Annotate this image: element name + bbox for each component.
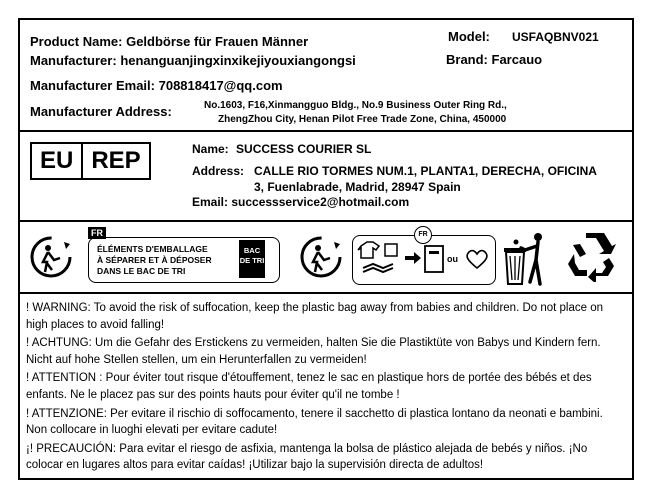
triman-line3: DANS LE BAC DE TRI <box>97 266 186 276</box>
brand-label: Brand: <box>446 52 488 67</box>
dispose-in-bin-icon <box>502 230 550 288</box>
sorting-bin-icon: BAC DE TRI <box>239 240 265 278</box>
manufacturer-label: Manufacturer: <box>30 53 117 68</box>
warning-es: ¡! PRECAUCIÓN: Para evitar el riesgo de asfixia, mantenga la bolsa de plástico alejada de bebés y niños. ¡No colocar en lugares altos para evitar caídas! ¡Utilizar bajo la supervisión directa de adultos! <box>26 442 588 472</box>
brand-line <box>446 52 542 67</box>
triman-info-box <box>88 237 280 283</box>
warning-it: ! ATTENZIONE: Per evitare il rischio di soffocamento, tenere il sacchetto di plastica lontano da neonati e bambini. Non collocare in luoghi elevati per evitare cadute! <box>26 407 603 437</box>
eu-rep-name-label: Name: <box>192 142 229 156</box>
product-name-line <box>30 34 308 49</box>
manufacturer-email-value: 708818417@qq.com <box>158 78 283 93</box>
ou-text: ou <box>447 254 458 264</box>
manufacturer-address-line2: ZhengZhou City, Henan Pilot Free Trade Zone, China, 450000 <box>218 114 507 125</box>
triman-line2: À SÉPARER ET À DÉPOSER <box>97 255 212 265</box>
manufacturer-address-line1: No.1603, F16,Xinmangguo Bldg., No.9 Business Outer Ring Rd., <box>204 100 507 111</box>
eu-rep-name-value: SUCCESS COURIER SL <box>236 142 372 156</box>
eu-rep-email-value: successservice2@hotmail.com <box>231 195 410 209</box>
eu-rep-email-line <box>192 195 409 209</box>
arrow-right-icon <box>405 252 421 264</box>
manufacturer-value: henanguanjingxinxikejiyouxiangongsi <box>120 53 356 68</box>
brand-value: Farcauo <box>491 52 543 67</box>
product-label <box>18 18 634 480</box>
sorting-guidance <box>352 226 496 288</box>
triman-line1: ÉLÉMENTS D'EMBALLAGE <box>97 244 208 254</box>
clothes-icon <box>357 240 405 280</box>
eu-rep-address-line2: 3, Fuenlabrade, Madrid, 28947 Spain <box>254 180 461 194</box>
warning-fr: ! ATTENTION : Pour éviter tout risque d'étouffement, tenez le sac en plastique hors de portée des bébés et des enfants. Ne le placez pas sur des points hauts pour éviter qu'il ne tombe ! <box>26 372 592 401</box>
manufacturer-address-label: Manufacturer Address: <box>30 104 172 119</box>
triman-icon <box>28 234 74 280</box>
recycling-section <box>20 222 632 294</box>
fr-badge: FR <box>88 227 106 239</box>
eu-rep-section <box>20 132 632 222</box>
eu-rep-mark <box>30 142 151 180</box>
eu-rep-address-line1: CALLE RIO TORMES NUM.1, PLANTA1, DERECHA, OFICINA <box>254 164 597 178</box>
eu-rep-name-line <box>192 142 371 156</box>
recycle-icon <box>566 232 616 282</box>
product-name-label: Product Name: <box>30 34 123 49</box>
triman-info-block <box>88 227 288 287</box>
manufacturer-section <box>20 20 632 132</box>
warning-en: ! WARNING: To avoid the risk of suffocation, keep the plastic bag away from babies and children. Do not place on high places to avoid falling! <box>26 302 604 331</box>
collection-bin-icon <box>423 244 445 274</box>
donation-heart-icon <box>463 246 491 272</box>
manufacturer-email-label: Manufacturer Email: <box>30 78 155 93</box>
eu-rep-address-label: Address: <box>192 164 245 178</box>
warnings-section <box>20 294 632 478</box>
manufacturer-email-line <box>30 78 283 93</box>
model-label: Model: <box>448 29 490 44</box>
rep-box: REP <box>83 142 150 180</box>
warning-de: ! ACHTUNG: Um die Gefahr des Erstickens zu vermeiden, halten Sie die Plastiktüte von Babys und Kindern fern. Nicht auf hohe Stellen stellen, um ein Herunterfallen zu vermeiden! <box>26 337 601 366</box>
eu-rep-email-label: Email: <box>192 195 229 209</box>
triman-icon-2 <box>298 234 344 280</box>
model-value: USFAQBNV021 <box>512 30 599 44</box>
manufacturer-line <box>30 53 356 68</box>
fr-badge-2: FR <box>414 226 432 244</box>
product-name-value: Geldbörse für Frauen Männer <box>126 34 309 49</box>
eu-box: EU <box>30 142 83 180</box>
